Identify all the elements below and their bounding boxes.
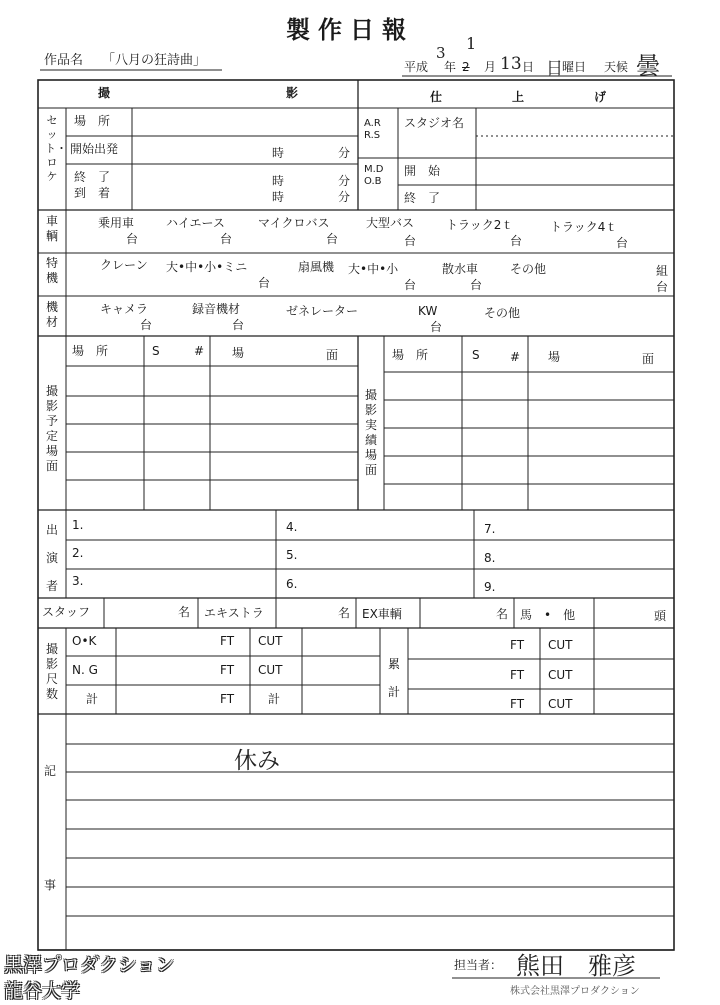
planned-scene-head-2: 面 — [326, 348, 339, 362]
manager-label: 担当者： — [454, 958, 503, 972]
equipment-unit-2: 台 — [232, 318, 245, 332]
shoot-header-2: 影 — [286, 86, 299, 100]
special-unit-1: 台 — [258, 276, 271, 290]
crane-sizes: 大•中•小•ミニ — [166, 260, 248, 274]
month-label: 月 — [484, 60, 497, 74]
notes-label-ki: 記 — [44, 764, 57, 778]
actual-scenes-label: 撮影実績場面 — [364, 388, 377, 477]
planned-scene-head-1: 場 — [232, 346, 245, 360]
equipment-other: その他 — [484, 306, 521, 320]
finish-label: 終 了 — [404, 191, 441, 205]
cum-cut-2: CUT — [548, 668, 573, 682]
vehicle-hiace: ハイエース — [166, 216, 225, 230]
cast-number-5: 5. — [286, 548, 298, 562]
cast-number-8: 8. — [484, 551, 496, 565]
weather-handwritten: 曇 — [636, 52, 660, 80]
equipment-label: 機材 — [45, 300, 58, 329]
page-title: 製作日報 — [286, 16, 414, 44]
cum-ft-1: FT — [510, 638, 525, 652]
end-hour: 時 — [272, 174, 285, 188]
camera-label: キャメラ — [100, 302, 149, 316]
ar-rs-label: A.R R.S — [364, 118, 381, 141]
start-minute: 分 — [338, 146, 351, 160]
special-set-unit: 組 — [656, 264, 669, 278]
notes-handwritten: 休み — [234, 748, 280, 774]
cast-label: 出演者 — [45, 523, 58, 593]
vehicle-unit-5: 台 — [510, 234, 523, 248]
cum-ft-2: FT — [510, 668, 525, 682]
total-cut-label: 計 — [268, 692, 281, 706]
special-unit-2: 台 — [404, 278, 417, 292]
begin-label: 開 始 — [404, 164, 441, 178]
extras-unit: 名 — [338, 606, 351, 620]
kw-label: KW — [418, 304, 438, 318]
finish-header-2: 上 — [512, 90, 525, 104]
vehicle-unit-4: 台 — [404, 234, 417, 248]
notes-label-ji: 事 — [44, 878, 57, 892]
shoot-header-1: 撮 — [98, 86, 111, 100]
vehicle-unit-1: 台 — [126, 232, 139, 246]
month-struck: 2 — [462, 60, 470, 74]
era-label: 平成 — [404, 60, 429, 74]
actual-hash-head: # — [510, 350, 521, 364]
watermark-university: 龍谷大学 — [4, 980, 81, 1002]
arrive-hour: 時 — [272, 190, 285, 204]
work-label: 作品名 — [44, 53, 84, 68]
generator-label: ゼネレーター — [286, 304, 359, 318]
ex-vehicles-label: EX車輌 — [362, 607, 402, 621]
cum-cut-1: CUT — [548, 638, 573, 652]
staff-label: スタッフ — [42, 605, 91, 619]
fan-sizes: 大•中•小 — [348, 262, 399, 276]
weather-label: 天候 — [604, 60, 629, 74]
vehicle-truck4t: トラック4ｔ — [550, 220, 618, 234]
ex-vehicles-unit: 名 — [496, 607, 509, 621]
cast-number-2: 2. — [72, 546, 84, 560]
footage-label: 撮影尺数 — [45, 642, 58, 701]
cum-cut-3: CUT — [548, 697, 573, 711]
vehicles-label: 車輌 — [45, 214, 58, 243]
horse-label: 馬 • 他 — [520, 608, 576, 622]
md-ob-label: M.D O.B — [364, 164, 384, 187]
day-label: 日 — [522, 60, 535, 74]
total-ft: FT — [220, 692, 235, 706]
extras-label: エキストラ — [204, 606, 264, 620]
ok-cut: CUT — [258, 634, 283, 648]
cast-number-9: 9. — [484, 580, 496, 594]
ng-label: N. G — [72, 663, 98, 677]
work-name: 「八月の狂詩曲」 — [102, 53, 207, 68]
arrive-minute: 分 — [338, 190, 351, 204]
vehicle-truck2t: トラック2ｔ — [446, 218, 514, 232]
weekday-handwritten: 日 — [546, 59, 563, 79]
start-hour: 時 — [272, 146, 285, 160]
actual-place-head: 場 所 — [392, 348, 429, 362]
cast-number-7: 7. — [484, 522, 496, 536]
special-unit-3: 台 — [470, 278, 483, 292]
fan-label: 扇風機 — [298, 260, 335, 274]
watermark-production: 黒澤プロダクション — [4, 954, 175, 976]
sprinkler-label: 散水車 — [442, 262, 479, 276]
cast-number-6: 6. — [286, 577, 298, 591]
special-label: 特機 — [45, 256, 58, 285]
finish-header-1: 仕 — [430, 90, 443, 104]
planned-place-head: 場 所 — [72, 344, 109, 358]
cum-ft-3: FT — [510, 697, 525, 711]
ok-label: O•K — [72, 634, 97, 648]
cumulative-label: 累計 — [387, 657, 400, 699]
finish-header-3: げ — [594, 90, 607, 104]
end-label: 終 了 — [74, 170, 111, 184]
year-handwritten: 3 — [436, 44, 446, 62]
special-unit-4: 台 — [656, 280, 669, 294]
set-location-label: セット・ロケ — [45, 114, 67, 183]
actual-scene-head-1: 場 — [548, 350, 561, 364]
manager-name: 熊田 雅彦 — [516, 952, 636, 980]
staff-unit: 名 — [178, 605, 191, 619]
recording-label: 録音機材 — [192, 302, 241, 316]
cast-number-3: 3. — [72, 574, 84, 588]
ok-ft: FT — [220, 634, 235, 648]
ng-cut: CUT — [258, 663, 283, 677]
special-other: その他 — [510, 262, 547, 276]
planned-scenes-label: 撮影予定場面 — [45, 384, 58, 473]
vehicle-unit-3: 台 — [326, 232, 339, 246]
place-label: 場 所 — [74, 114, 111, 128]
crane-label: クレーン — [100, 258, 148, 272]
studio-label: スタジオ名 — [404, 116, 465, 130]
start-label: 開始出発 — [70, 142, 119, 156]
horse-unit: 頭 — [654, 609, 667, 623]
vehicle-microbus: マイクロバス — [258, 216, 330, 230]
day-handwritten: 13 — [500, 54, 522, 74]
equipment-unit-3: 台 — [430, 320, 443, 334]
company-name: 株式会社黒澤プロダクション — [510, 986, 640, 997]
vehicle-unit-2: 台 — [220, 232, 233, 246]
vehicle-unit-6: 台 — [616, 236, 629, 250]
month-handwritten: 1 — [466, 34, 477, 53]
cast-number-1: 1. — [72, 518, 84, 532]
vehicle-car: 乗用車 — [98, 216, 135, 230]
cast-number-4: 4. — [286, 520, 298, 534]
equipment-unit-1: 台 — [140, 318, 153, 332]
total-label: 計 — [86, 692, 99, 706]
end-minute: 分 — [338, 174, 351, 188]
actual-scene-head-2: 面 — [642, 352, 655, 366]
weekday-label: 曜日 — [562, 60, 587, 74]
planned-s-head: S — [152, 344, 160, 358]
actual-s-head: S — [472, 348, 480, 362]
year-label: 年 — [444, 60, 457, 74]
ng-ft: FT — [220, 663, 235, 677]
arrive-label: 到 着 — [74, 186, 111, 200]
vehicle-bus: 大型バス — [366, 216, 415, 230]
planned-hash-head: # — [194, 344, 205, 358]
